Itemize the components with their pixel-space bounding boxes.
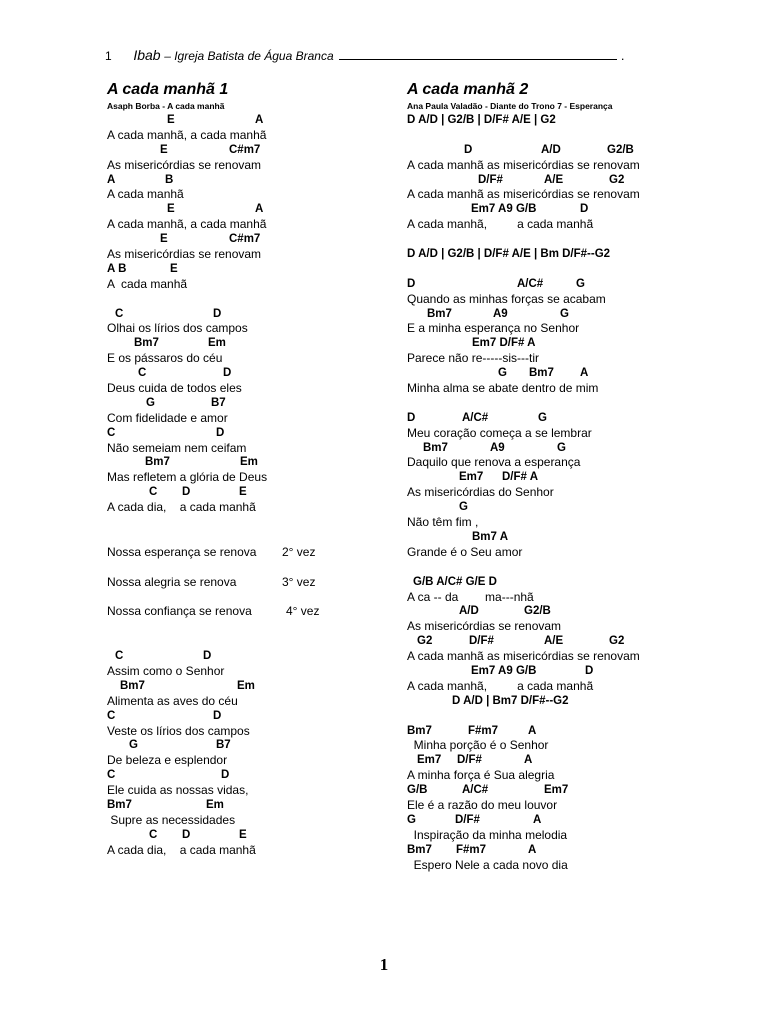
blank-line [107,619,387,634]
chord-line [107,173,387,188]
chord-line [407,634,697,649]
chord-line [407,277,697,292]
chord: Em7 A9 G/B [471,664,537,677]
chord-line [407,247,697,262]
lyric-line: Quando as minhas forças se acabam [407,291,606,306]
chord-line [407,724,697,739]
chord: E [167,114,175,126]
lyric-line: A cada manhã as misericórdias se renovam [407,649,640,664]
blank-line [107,634,387,649]
chord: Em [240,456,258,469]
chord: D/F# [469,635,494,648]
chord: Bm7 [120,679,145,692]
chord-line [107,202,387,217]
chord-line [407,604,697,619]
chord-line [407,143,697,158]
chord-line [407,307,697,322]
chord-line [407,813,697,828]
chord: C [107,709,116,722]
lyric-line: A ca -- da ma---nhã [407,589,534,604]
blank-line [107,292,387,307]
chord: A [107,173,116,186]
chord-line [407,411,697,426]
chord: D [182,486,191,499]
song-right-column [407,80,697,872]
blank-line [107,530,387,545]
chord: D [203,650,212,663]
lyric-line: A cada dia, a cada manhã [107,500,256,515]
blank-line [407,396,697,411]
chord: C [149,486,158,499]
chord: G2 [609,173,625,186]
chord: D [213,307,222,320]
chord: G/B A/C# G/E D [413,575,497,588]
variation-note: 4° vez [286,604,320,619]
chord: G2/B [607,143,634,156]
chord: D/F# [478,173,503,186]
chord: G [407,813,416,826]
chord: A [255,114,264,126]
chord-line [107,336,387,351]
lyric-line: A cada manhã, a cada manhã [107,217,267,232]
chord: D [223,367,232,380]
chord: G2 [609,635,625,648]
blank-line [407,128,697,143]
chord: A [528,843,537,856]
chord-line [407,470,697,485]
lyric-line: Não têm fim , [407,515,479,530]
chord-line [407,753,697,768]
chord-line [407,664,697,679]
chord-line [407,500,697,515]
chord-line [107,798,387,813]
lyric-line: Supre as necessidades [107,812,236,827]
chord-line [107,649,387,664]
chord: G [538,411,547,424]
song-lines [407,113,697,872]
lyric-line: Daquilo que renova a esperança [407,455,581,470]
lyric-line: Inspiração da minha melodia [407,827,568,842]
chord-line [107,426,387,441]
chord-line [407,113,697,128]
header-church-name: – Igreja Batista de Água Branca [164,49,334,63]
chord: Bm7 [134,337,159,350]
lyric-line: Veste os lírios dos campos [107,723,250,738]
chord: A [580,367,589,380]
chord: Em [206,798,224,811]
variation-note: 2° vez [282,544,316,559]
blank-line [407,262,697,277]
lyric-line: Olhai os lírios dos campos [107,321,248,336]
lyric-line: A cada manhã, a cada manhã [407,217,594,232]
blank-line [407,560,697,575]
chord: D [221,769,230,782]
chord: F#m7 [468,724,499,737]
chord: E [160,143,168,156]
chord: C#m7 [229,143,261,156]
lyric-line: Ele cuida as nossas vidas, [107,783,249,798]
blank-line [107,515,387,530]
chord: Bm7 [529,367,554,380]
chord: G [557,441,566,454]
song-subtitle: Asaph Borba - A cada manhã [107,101,225,111]
lyric-line: Espero Nele a cada novo dia [407,857,568,872]
song-subtitle: Ana Paula Valadão - Diante do Trono 7 - Esperança [407,101,613,111]
blank-line [407,709,697,724]
verse-variation [107,604,387,619]
lyric-line: A cada manhã [107,276,188,291]
chord: A/D [459,605,479,618]
chord-line [107,396,387,411]
chord: A/E [544,635,564,648]
lyric-line: Parece não re-----sis---tir [407,351,540,366]
chord: E [167,203,175,216]
chord: Bm7 [145,456,170,469]
chord: D/F# [455,813,480,826]
chord: D [407,411,416,424]
lyric-line: A cada manhã as misericórdias se renovam [407,187,640,202]
lyric-line: E os pássaros do céu [107,351,223,366]
chord: D [213,709,222,722]
chord: A [533,813,542,826]
chord: A/D [541,143,561,156]
chord: D [464,143,473,156]
chord: Em7 [417,754,442,767]
chord-line [407,783,697,798]
chord: B7 [211,396,226,409]
lyric-line: A minha força é Sua alegria [407,768,555,783]
chord: Em7 A9 G/B [471,203,537,216]
lyric-line: A cada manhã [107,187,184,202]
chord: E [160,233,168,246]
chord: A [524,754,533,767]
variation-text: Nossa alegria se renova [107,574,237,589]
chord: G [576,277,585,290]
lyric-line: A cada dia, a cada manhã [107,842,256,857]
lyric-line: As misericórdias se renovam [407,619,562,634]
song-title: A cada manhã 1 [107,81,229,98]
chord-line [407,173,697,188]
lyric-line: Mas refletem a glória de Deus [107,470,268,485]
chord: C [115,650,124,663]
chord-line [107,485,387,500]
chord: B [165,173,174,186]
chord: Bm7 [427,307,452,320]
lyric-line: Minha porção é o Senhor [407,738,549,753]
blank-line [107,560,387,575]
lyric-line: A cada manhã as misericórdias se renovam [407,157,640,172]
blank-line [407,232,697,247]
blank-line [107,590,387,605]
lyric-line: Meu coração começa a se lembrar [407,425,592,440]
chord: Em [208,337,226,350]
chord: D/F# [457,754,482,767]
chord: D [585,664,594,677]
chord: Em [237,679,255,692]
chord: D [407,277,416,290]
chord: D A/D | G2/B | D/F# A/E | Bm D/F#--G2 [407,248,611,261]
lyric-line: Grande é o Seu amor [407,544,523,559]
lyric-line: E a minha esperança no Senhor [407,321,580,336]
chord-line [107,709,387,724]
lyric-line: Ele é a razão do meu louvor [407,797,558,812]
chord-line [107,679,387,694]
lyric-line: As misericórdias do Senhor [407,485,554,500]
variation-note: 3° vez [282,574,316,589]
chord-line [107,768,387,783]
header-rule [339,59,617,60]
chord-line [407,336,697,351]
header-number: 1 [105,49,112,63]
chord: A [528,724,537,737]
chord-line [107,143,387,158]
lyric-line: De beleza e esplendor [107,753,228,768]
chord: Bm7 [423,441,448,454]
chord-line [407,530,697,545]
chord-line [407,202,697,217]
chord: A9 [493,307,508,320]
variation-text: Nossa esperança se renova [107,544,257,559]
chord: D A/D | Bm7 D/F#--G2 [452,694,569,707]
song-left-column [107,80,387,858]
page-number: 1 [379,955,389,974]
page-header [105,47,625,63]
chord: A/C# [462,411,489,424]
variation-text: Nossa confiança se renova [107,604,252,619]
chord: A/C# [462,784,489,797]
chord: D [216,426,225,439]
chord: C [149,828,158,841]
chord-line [407,575,697,590]
chord: C#m7 [229,233,261,246]
chord-line [407,843,697,858]
lyric-line: Deus cuida de todos eles [107,381,242,396]
header-short-name: Ibab [133,47,161,63]
verse-variation [107,545,387,560]
chord-line [107,232,387,247]
chord-line [107,113,387,128]
header-tail: . [620,48,625,63]
chord: D [182,828,191,841]
chord: G [498,367,507,380]
chord: Bm7 [107,798,132,811]
chord: G2/B [524,605,551,618]
chord: C [115,307,124,320]
lyric-line: A cada manhã, a cada manhã [107,127,267,142]
chord: D [580,203,589,216]
chord: A9 [490,441,505,454]
chord: A/C# [517,277,544,290]
chord: Em7 [544,784,569,797]
chord: Em7 [459,471,484,484]
chord-line [107,307,387,322]
chord: A [255,203,264,216]
chord: G [459,501,468,514]
lyric-line: Assim como o Senhor [107,663,225,678]
lyric-line: As misericórdias se renovam [107,157,262,172]
lyric-line: A cada manhã, a cada manhã [407,678,594,693]
chord-line [407,366,697,381]
lyric-line: Alimenta as aves do céu [107,693,238,708]
chord-line [107,828,387,843]
chord: Bm7 A [472,530,508,543]
chord: E [239,486,247,499]
chord: C [138,367,147,380]
chord-line [107,738,387,753]
chord-line [107,366,387,381]
chord: G2 [417,635,433,648]
lyric-line: Não semeiam nem ceifam [107,440,247,455]
chord: C [107,426,116,439]
chord: A/E [544,173,564,186]
chord: Bm7 [407,724,432,737]
chord-line [407,441,697,456]
chord-line [407,694,697,709]
song-lines [107,113,387,858]
lyric-line: Minha alma se abate dentro de mim [407,381,599,396]
chord-line [107,262,387,277]
chord: Em7 D/F# A [472,337,536,350]
verse-variation [107,575,387,590]
chord: G [560,307,569,320]
chord: G [146,396,155,409]
chord: E [239,828,247,841]
song-title: A cada manhã 2 [407,81,529,98]
chord: G [129,739,138,752]
lyric-line: Com fidelidade e amor [107,410,228,425]
chord: G/B [407,784,428,797]
chord: Bm7 [407,843,432,856]
lyric-line: As misericórdias se renovam [107,247,262,262]
chord: A B [107,262,127,275]
chord: E [170,262,178,275]
chord: C [107,769,116,782]
chord: D/F# A [502,471,538,484]
chord: F#m7 [456,843,487,856]
chord: D A/D | G2/B | D/F# A/E | G2 [407,114,556,126]
chord: B7 [216,739,231,752]
chord-line [107,455,387,470]
